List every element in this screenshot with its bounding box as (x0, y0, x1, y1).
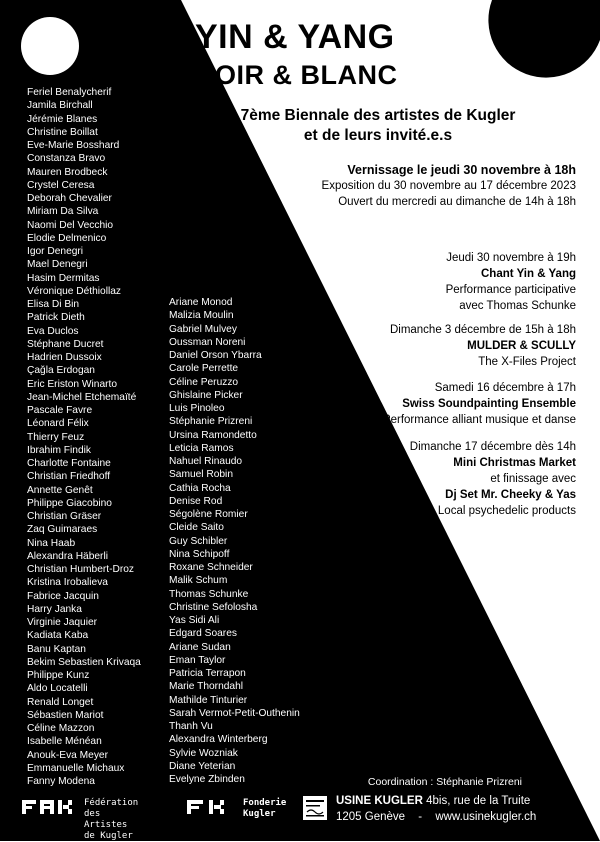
artist-name: Jean-Michel Etchemaïté (27, 391, 137, 403)
event-title: Swiss Soundpainting Ensemble (402, 398, 576, 410)
artist-name: Roxane Schneider (169, 562, 253, 573)
event-date: Dimanche 17 décembre dès 14h (409, 441, 576, 453)
artist-name: Marie Thorndahl (169, 681, 243, 693)
exposition-dates: Exposition du 30 novembre au 17 décembre 2023 (321, 180, 576, 192)
event-date: Jeudi 30 novembre à 19h (446, 252, 576, 264)
artist-name: Igor Denegri (27, 246, 84, 257)
venue-street: 4bis, rue de la Truite (426, 795, 531, 807)
artist-name: Annette Genêt (27, 484, 93, 496)
artist-name: Carole Perrette (169, 363, 239, 375)
event-date: Samedi 16 décembre à 17h (434, 382, 576, 394)
artist-name: Samuel Robin (169, 469, 233, 481)
artist-name: Ghislaine Picker (169, 389, 243, 401)
artist-name: Ariane Sudan (169, 641, 231, 653)
artist-name: Stéphane Ducret (27, 338, 104, 350)
artist-name: Fanny Modena (27, 776, 95, 787)
artist-name: Céline Peruzzo (169, 376, 239, 388)
artist-name: Nina Haab (27, 537, 76, 549)
event-soundpainting (383, 380, 576, 428)
artist-name: Eman Taylor (169, 654, 226, 666)
artist-name: Oussman Noreni (169, 336, 246, 348)
artist-name: Mauren Brodbeck (27, 166, 108, 178)
artist-name: Thomas Schunke (169, 588, 249, 600)
artist-name: Virginie Jaquier (27, 617, 98, 628)
artist-name: Christian Humbert-Droz (27, 564, 134, 575)
artist-name: Thierry Feuz (27, 431, 85, 443)
artist-name: Philippe Kunz (27, 670, 90, 681)
title-noir-blanc: NOIR & BLANC (195, 60, 398, 90)
event-title: Mini Christmas Market (453, 457, 576, 469)
artist-name: Sébastien Mariot (27, 709, 104, 721)
artist-name: Elodie Delmenico (27, 232, 107, 244)
artist-name: Philippe Giacobino (27, 497, 112, 509)
artist-name: Malik Schum (169, 575, 228, 587)
artist-name: Patricia Terrapon (169, 668, 246, 679)
artist-name: Cleide Saito (169, 522, 224, 534)
event-date: Dimanche 3 décembre de 15h à 18h (389, 324, 576, 336)
subtitle (178, 106, 578, 146)
address-separator: - (418, 811, 423, 823)
artists-list-col2 (169, 296, 300, 786)
coordination: Coordination : Stéphanie Prizreni (367, 776, 522, 788)
event-mulder-scully (390, 322, 576, 370)
artist-name: Christian Gräser (27, 511, 102, 522)
subtitle-line1: 7ème Biennale des artistes de Kugler (240, 107, 516, 124)
artist-name: Alexandra Winterberg (169, 734, 268, 746)
artist-name: Ibrahim Findik (27, 444, 91, 456)
artist-name: Edgard Soares (169, 628, 237, 640)
artist-name: Charlotte Fontaine (27, 458, 111, 469)
artist-name: Leticia Ramos (169, 442, 234, 454)
artist-name: Hadrien Dussoix (27, 352, 102, 363)
artist-name: Emmanuelle Michaux (27, 762, 125, 774)
event-christmas-market (410, 439, 576, 519)
artist-name: Hasim Dermitas (27, 272, 100, 284)
artist-name: Diane Yeterian (169, 760, 236, 772)
event-title: Chant Yin & Yang (481, 268, 576, 280)
artist-name: Harry Janka (27, 603, 82, 615)
artist-name: Guy Schibler (169, 535, 228, 547)
artist-name: Christine Boillat (27, 126, 98, 138)
artist-name: Luis Pinoleo (169, 403, 225, 414)
artist-name: Zaq Guimaraes (27, 524, 98, 536)
artist-name: Pascale Favre (27, 405, 93, 416)
artist-name: Feriel Benalycherif (27, 87, 112, 98)
venue-website-link[interactable]: www.usinekugler.ch (435, 811, 537, 823)
artist-name: Christian Friedhoff (27, 471, 111, 483)
artist-name: Christine Sefolosha (169, 601, 258, 613)
event-desc: avec Thomas Schunke (459, 300, 576, 312)
artist-name: Deborah Chevalier (27, 193, 112, 204)
event-desc: Performance participative (445, 284, 576, 296)
event-desc: et finissage avec (490, 473, 576, 485)
artist-name: Evelyne Zbinden (169, 774, 245, 785)
artist-name: Alexandra Häberli (27, 550, 108, 562)
artist-name: Sarah Vermot-Petit-Outhenin (169, 707, 300, 719)
artist-name: Nina Schipoff (169, 548, 230, 560)
exhibition-info (322, 162, 576, 210)
white-circle-topleft (21, 17, 79, 75)
artist-name: Bekim Sebastien Krivaqa (27, 656, 141, 668)
event-desc: Performance alliant musique et danse (382, 414, 576, 426)
artist-name: Jamila Birchall (27, 100, 93, 112)
artist-name: Fabrice Jacquin (27, 590, 99, 602)
artist-name: Yas Sidi Ali (169, 615, 220, 626)
event-title: MULDER & SCULLY (467, 340, 576, 352)
artist-name: Ségolène Romier (169, 509, 248, 520)
artist-name: Malizia Moulin (169, 310, 234, 322)
small-emblem-icon (303, 796, 327, 820)
venue-city: 1205 Genève (336, 811, 406, 823)
artist-name: Crystel Ceresa (27, 179, 95, 191)
vernissage-text: Vernissage le jeudi 30 novembre à 18h (347, 163, 576, 177)
event-chant (446, 250, 576, 314)
artist-name: Miriam Da Silva (27, 206, 99, 218)
artists-list-col1 (27, 86, 141, 788)
artist-name: Kristina Irobalieva (27, 577, 108, 589)
artist-name: Elisa Di Bin (27, 299, 80, 310)
artist-name: Cathia Rocha (169, 482, 231, 494)
artist-name: Anouk-Eva Meyer (27, 749, 108, 761)
artist-name: Véronique Déthiollaz (27, 285, 122, 297)
artist-name: Aldo Locatelli (27, 683, 88, 695)
artist-name: Constanza Bravo (27, 153, 106, 165)
artist-name: Sylvie Wozniak (169, 747, 238, 759)
fonderie-text: Fonderie Kugler (243, 798, 287, 819)
artist-name: Daniel Orson Ybarra (169, 350, 262, 361)
artist-name: Nahuel Rinaudo (169, 456, 243, 467)
venue-name: USINE KUGLER (336, 795, 423, 807)
fak-logo-icon (22, 798, 78, 816)
artist-name: Thanh Vu (169, 721, 213, 732)
artist-name: Céline Mazzon (27, 723, 95, 734)
artist-name: Eve-Marie Bosshard (27, 140, 120, 151)
event-desc: The X-Files Project (478, 356, 576, 368)
artist-name: Ariane Monod (169, 297, 233, 308)
black-circle-topright (488, 0, 600, 78)
subtitle-line2: et de leurs invité.e.s (303, 127, 453, 144)
title-yin-yang: YIN & YANG (195, 18, 395, 56)
artist-name: Çağla Erdogan (27, 365, 95, 377)
artist-name: Naomi Del Vecchio (27, 219, 114, 231)
artist-name: Renald Longet (27, 696, 94, 708)
artist-name: Eva Duclos (27, 325, 79, 337)
event-desc-2: Local psychedelic products (437, 505, 576, 517)
artist-name: Isabelle Ménéan (27, 736, 102, 748)
artist-name: Ursina Ramondetto (169, 429, 257, 441)
artist-name: Eric Eriston Winarto (27, 378, 118, 390)
event-title-2: Dj Set Mr. Cheeky & Yas (445, 489, 576, 501)
artist-name: Kadiata Kaba (27, 630, 89, 642)
address-block (336, 793, 536, 825)
artist-name: Mael Denegri (27, 259, 88, 271)
artist-name: Denise Rod (169, 495, 223, 507)
artist-name: Stéphanie Prizreni (169, 416, 253, 428)
artist-name: Jérémie Blanes (27, 113, 98, 125)
fak-text: Fédération des Artistes de Kugler (84, 798, 139, 841)
artist-name: Patrick Dieth (27, 312, 85, 324)
artist-name: Banu Kaptan (27, 643, 86, 655)
artist-name: Mathilde Tinturier (169, 694, 248, 706)
artist-name: Léonard Félix (27, 418, 89, 430)
opening-hours: Ouvert du mercredi au dimanche de 14h à 18h (338, 196, 576, 208)
artist-name: Gabriel Mulvey (169, 323, 237, 335)
fonderie-logo-icon (187, 798, 239, 816)
